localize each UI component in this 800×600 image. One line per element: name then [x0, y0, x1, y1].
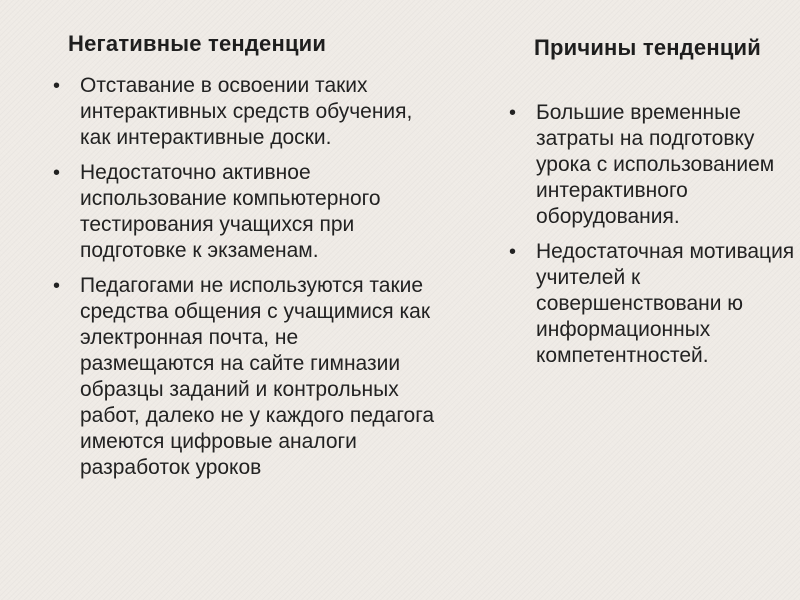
negative-trends-list — [44, 73, 436, 490]
list-item-text: Недостаточная мотивация учителей к совершенствовани ю информационных компетентностей. — [536, 240, 795, 367]
bullet-icon: • — [53, 75, 61, 97]
list-item — [44, 273, 436, 481]
bullet-icon: • — [509, 241, 517, 263]
trend-causes-list — [500, 100, 795, 378]
list-item-text: Большие временные затраты на подготовку урока с использованием интерактивного оборудования. — [536, 101, 775, 228]
list-item — [500, 100, 795, 230]
negative-trends-heading: Негативные тенденции — [68, 31, 327, 56]
trend-causes-heading: Причины тенденций — [533, 35, 762, 60]
list-item-text: Педагогами не используются такие средства общения с учащимися как электронная почта, не размещаются на сайте гимназии образцы заданий и контрольных работ, далеко не у каждого педагога имеются цифровые аналоги разработок уроков — [80, 274, 435, 479]
bullet-icon: • — [53, 275, 61, 297]
list-item — [44, 73, 436, 151]
bullet-icon: • — [509, 102, 517, 124]
list-item — [44, 160, 436, 264]
list-item — [500, 239, 795, 369]
list-item-text: Отставание в освоении таких интерактивных средств обучения, как интерактивные доски. — [80, 74, 413, 149]
list-item-text: Недостаточно активное использование компьютерного тестирования учащихся при подготовке к экзаменам. — [80, 161, 381, 262]
bullet-icon: • — [53, 162, 61, 184]
